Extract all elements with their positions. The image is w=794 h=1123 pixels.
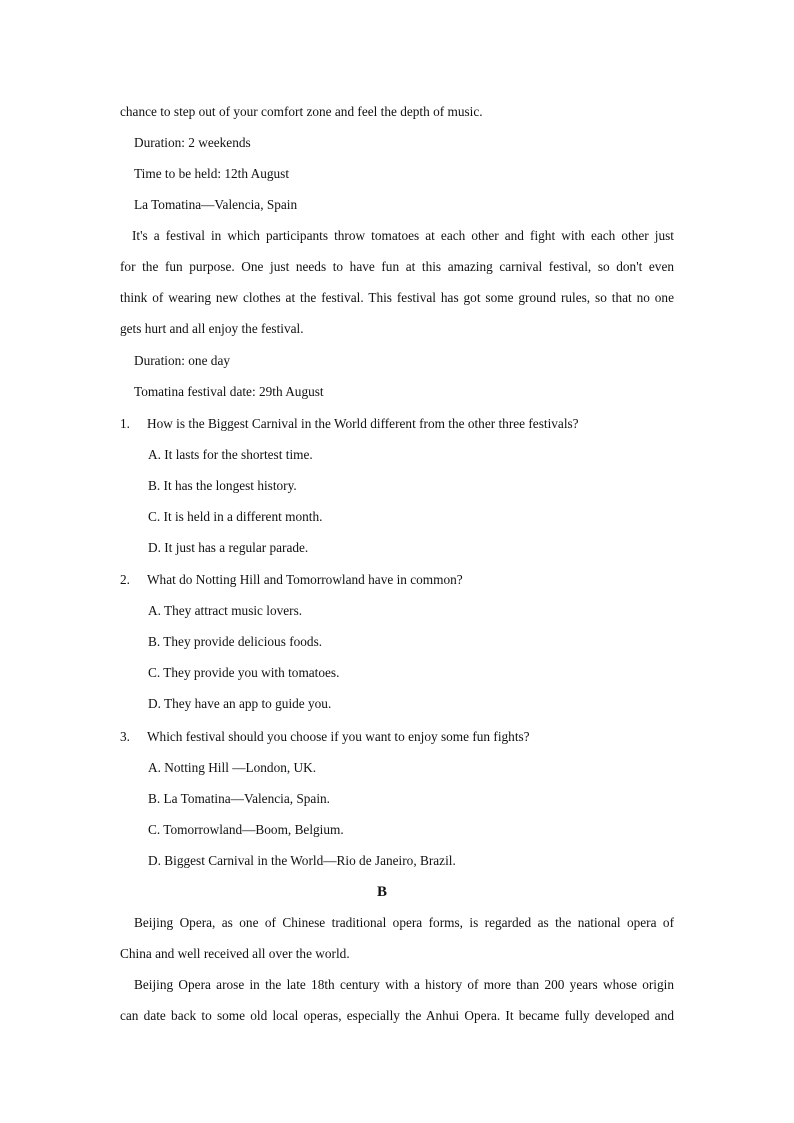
tomatina-line-1: It's a festival in which participants throw tomatoes at each other and fight with each other just xyxy=(132,228,674,243)
question-1-number: 1. xyxy=(120,416,130,431)
question-1-option-c: C. It is held in a different month. xyxy=(148,509,323,524)
question-3-option-a: A. Notting Hill —London, UK. xyxy=(148,760,317,775)
question-2-option-d: D. They have an app to guide you. xyxy=(148,696,332,711)
section-b-p1-line-2: China and well received all over the world. xyxy=(120,946,350,961)
question-2-option-b: B. They provide delicious foods. xyxy=(148,634,323,649)
tomatina-line-3: think of wearing new clothes at the festival. This festival has got some ground rules, so that no one xyxy=(120,290,674,305)
tomatina-date: Tomatina festival date: 29th August xyxy=(134,384,324,399)
tomatina-title: La Tomatina—Valencia, Spain xyxy=(134,197,298,212)
tomorrowland-duration: Duration: 2 weekends xyxy=(134,135,251,150)
tomatina-line-2: for the fun purpose. One just needs to have fun at this amazing carnival festival, so don't even xyxy=(120,259,674,274)
tomatina-line-4: gets hurt and all enjoy the festival. xyxy=(120,321,304,336)
question-2-number: 2. xyxy=(120,572,130,587)
question-2-text: What do Notting Hill and Tomorrowland have in common? xyxy=(147,572,463,587)
tomatina-duration: Duration: one day xyxy=(134,353,231,368)
question-3-option-d: D. Biggest Carnival in the World—Rio de Janeiro, Brazil. xyxy=(148,853,456,868)
section-b-p2-line-2: can date back to some old local operas, especially the Anhui Opera. It became fully developed and xyxy=(120,1008,674,1023)
tomorrowland-time: Time to be held: 12th August xyxy=(134,166,290,181)
question-1-text: How is the Biggest Carnival in the World different from the other three festivals? xyxy=(147,416,579,431)
section-b-p2-line-1: Beijing Opera arose in the late 18th century with a history of more than 200 years whose origin xyxy=(134,977,674,992)
question-1-option-a: A. It lasts for the shortest time. xyxy=(148,447,313,462)
question-1-option-b: B. It has the longest history. xyxy=(148,478,297,493)
question-3-text: Which festival should you choose if you want to enjoy some fun fights? xyxy=(147,729,530,744)
question-3-option-b: B. La Tomatina—Valencia, Spain. xyxy=(148,791,330,806)
section-b-heading: B xyxy=(376,884,387,900)
question-2-option-c: C. They provide you with tomatoes. xyxy=(148,665,340,680)
question-1-option-d: D. It just has a regular parade. xyxy=(148,540,309,555)
question-3-option-c: C. Tomorrowland—Boom, Belgium. xyxy=(148,822,344,837)
intro-tail-line: chance to step out of your comfort zone and feel the depth of music. xyxy=(120,104,483,119)
question-3-number: 3. xyxy=(120,729,130,744)
section-b-p1-line-1: Beijing Opera, as one of Chinese traditional opera forms, is regarded as the national opera of xyxy=(134,915,674,930)
question-2-option-a: A. They attract music lovers. xyxy=(148,603,303,618)
